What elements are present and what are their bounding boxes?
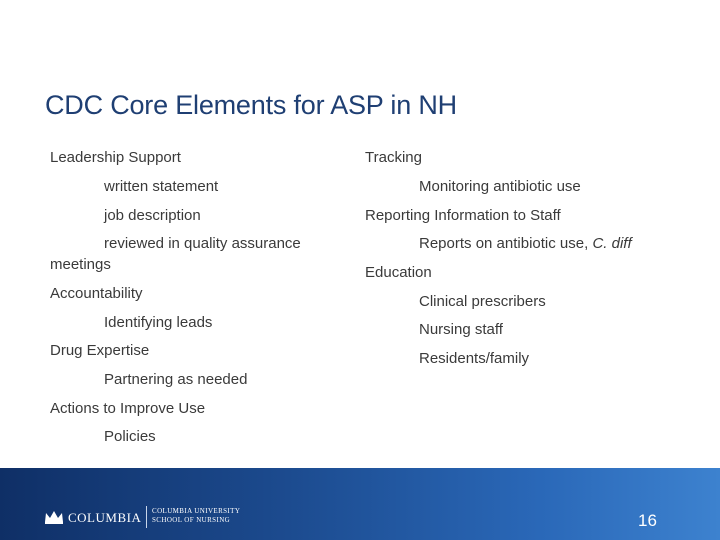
sub-bullet-written-statement: written statement [104, 178, 219, 195]
logo-sub-university: COLUMBIA UNIVERSITY [152, 507, 241, 515]
c-diff-text: C. diff [592, 235, 632, 252]
sub-bullet-identifying-leads: Identifying leads [104, 314, 213, 331]
footer-bar [0, 468, 720, 540]
sub-bullet-clinical-prescribers: Clinical prescribers [419, 293, 546, 310]
bullet-drug-expertise: Drug Expertise [50, 342, 150, 359]
sub-bullet-quality-assurance-cont: meetings [50, 256, 111, 273]
logo-wordmark: COLUMBIA [68, 510, 142, 525]
bullet-tracking: Tracking [365, 149, 422, 166]
bullet-accountability: Accountability [50, 285, 143, 302]
sub-bullet-monitoring: Monitoring antibiotic use [419, 178, 581, 195]
page-number: 16 [638, 511, 657, 530]
slide-title: CDC Core Elements for ASP in NH [45, 90, 457, 120]
reports-text: Reports on antibiotic use, [419, 235, 593, 252]
sub-bullet-partnering: Partnering as needed [104, 371, 248, 388]
logo-divider [146, 506, 147, 528]
sub-bullet-job-description: job description [104, 207, 201, 224]
sub-bullet-residents-family: Residents/family [419, 350, 530, 367]
crown-logo-icon [44, 510, 64, 524]
logo-subtitle [152, 507, 240, 525]
sub-bullet-quality-assurance: reviewed in quality assurance [104, 235, 301, 252]
bullet-leadership-support: Leadership Support [50, 149, 181, 166]
bullet-actions-improve-use: Actions to Improve Use [50, 400, 206, 417]
bullet-reporting: Reporting Information to Staff [365, 207, 561, 224]
sub-bullet-reports-antibiotic [419, 235, 632, 253]
bullet-education: Education [365, 264, 432, 281]
logo-sub-school: SCHOOL OF NURSING [152, 516, 231, 524]
sub-bullet-nursing-staff: Nursing staff [419, 321, 503, 338]
sub-bullet-policies: Policies [104, 428, 156, 445]
